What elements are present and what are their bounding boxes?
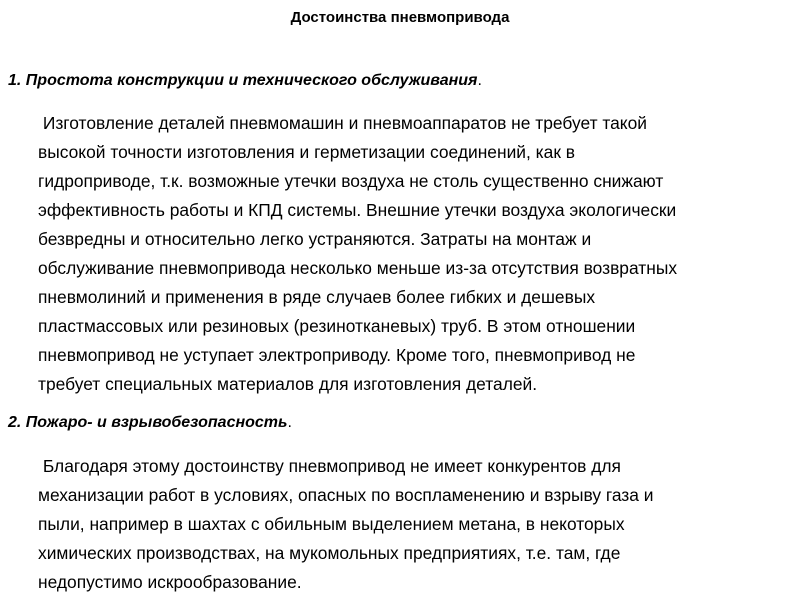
paragraph-line: пневмопривод не уступает электроприводу. Кроме того, пневмопривод не	[38, 345, 636, 365]
paragraph-line: требует специальных материалов для изготовления деталей.	[38, 374, 538, 394]
paragraph-line: механизации работ в условиях, опасных по воспламенению и взрыву газа и	[38, 485, 654, 505]
section-heading-1-tail: .	[477, 72, 482, 89]
paragraph-line: пыли, например в шахтах с обильным выделением метана, в некоторых	[38, 514, 625, 534]
paragraph-line: Изготовление деталей пневмомашин и пневмоаппаратов не требует такой	[38, 113, 648, 133]
paragraph-line: пневмолиний и применения в ряде случаев более гибких и дешевых	[38, 287, 596, 307]
section-paragraph-1	[38, 109, 778, 399]
paragraph-line: Благодаря этому достоинству пневмопривод не имеет конкурентов для	[38, 456, 621, 476]
paragraph-line: гидроприводе, т.к. возможные утечки воздуха не столь существенно снижают	[38, 171, 664, 191]
section-heading-2-text: 2. Пожаро- и взрывобезопасность	[8, 414, 288, 431]
paragraph-line: обслуживание пневмопривода несколько меньше из-за отсутствия возвратных	[38, 258, 678, 278]
paragraph-line: безвредны и относительно легко устраняются. Затраты на монтаж и	[38, 229, 592, 249]
section-heading-1-text: 1. Простота конструкции и технического обслуживания	[8, 72, 478, 89]
section-heading-1	[8, 70, 482, 92]
page-title: Достоинства пневмопривода	[290, 9, 510, 26]
section-heading-2	[8, 412, 292, 434]
section-paragraph-2	[38, 452, 778, 597]
section-heading-2-tail: .	[287, 414, 292, 431]
paragraph-line: эффективность работы и КПД системы. Внешние утечки воздуха экологически	[38, 200, 677, 220]
paragraph-line: химических производствах, на мукомольных предприятиях, т.е. там, где	[38, 543, 621, 563]
paragraph-line: недопустимо искрообразование.	[38, 572, 302, 592]
paragraph-line: пластмассовых или резиновых (резинотканевых) труб. В этом отношении	[38, 316, 636, 336]
paragraph-line: высокой точности изготовления и герметизации соединений, как в	[38, 142, 576, 162]
